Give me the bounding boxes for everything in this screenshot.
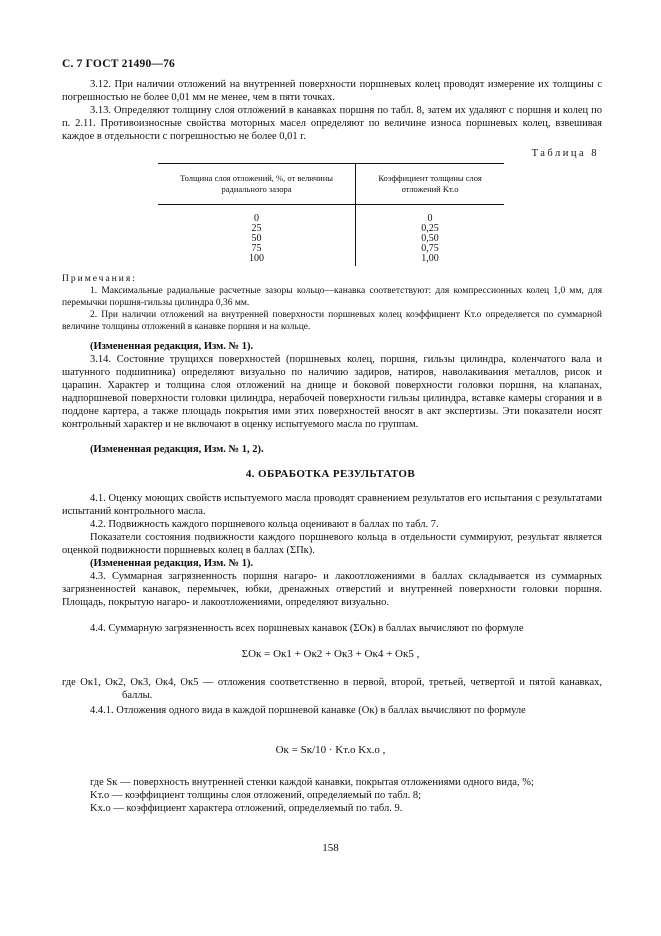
table-row: 50 0,50 [158, 234, 504, 244]
para-3-14: 3.14. Состояние трущихся поверхностей (поршневых колец, поршня, гильзы цилиндра, коленчатого вала и шатунного подшипника) определяют визуально по наличию задиров, натиров, наволакивания металлов, рисок и царапин. Характер и толщина слоя отложений на днище и боковой поверхности головки поршня, на клапанах, надпоршневой поверхности головки цилиндра, нерабочей поверхности гильзы цилиндра, вставке камеры сгорания и в поддоне картера, а также площадь покрытия ими этих поверхностей вносят в акт экспертизы. Эти показатели носят контрольный характер и не включают в оценку испытуемого масла по группам. [62, 354, 602, 430]
note-1: 1. Максимальные радиальные расчетные зазоры кольцо—канавка соответствуют: для компрессионных колец 1,0 мм, для перемычки поршня-гильзы цилиндра 0,36 мм. [62, 286, 602, 308]
where-k-xo: Kх.о — коэффициент характера отложений, определяемый по табл. 9. [90, 803, 403, 814]
table-row: 25 0,25 [158, 224, 504, 234]
note-2: 2. При наличии отложений на внутренней поверхности поршневых колец коэффициент Kт.о определяется по суммарной величине толщины отложений в канавке поршня и на кольце. [62, 310, 602, 332]
table-8-caption: Таблица 8 [531, 148, 599, 159]
formula-groove-deposit: Oк = Sк/10 · Kт.о Kх.о , [275, 744, 386, 756]
edition-note-2: (Измененная редакция, Изм. № 1, 2). [90, 444, 264, 455]
para-3-13: 3.13. Определяют толщину слоя отложений в канавках поршня по табл. 8, затем их удаляют с поршня и колец по п. 2.11. Противоизносные свойства моторных масел определяют по величине износа поршневых колец, взвешивая каждое в отдельности с погрешностью не более 0,01 г. [62, 105, 602, 142]
para-4-2b: Показатели состояния подвижности каждого поршневого кольца в отдельности суммируют, результат является оценкой подвижности поршневых колец в баллах (ΣПк). [62, 532, 602, 556]
where-s-k: где Sк — поверхность внутренней стенки каждой канавки, покрытая отложениями одного вида, %; [90, 777, 534, 788]
where-k-to: Kт.о — коэффициент толщины слоя отложений, определяемый по табл. 8; [90, 790, 421, 801]
table-8-col2-header: Коэффициент толщины слоя отложений Kт.о [356, 164, 504, 205]
notes-title: Примечания: [62, 274, 137, 284]
para-4-3: 4.3. Суммарная загрязненность поршня нагаро- и лакоотложениями в баллах складывается из суммарных загрязненностей канавок, перемычек, юбки, дренажных отверстий и внутренней поверхности головки поршня. Площадь, покрытую нагаро- и лакоотложениями, определяют визуально. [62, 571, 602, 608]
edition-note-1: (Измененная редакция, Изм. № 1). [90, 341, 254, 352]
table-row: 75 0,75 [158, 244, 504, 254]
para-4-4-1: 4.4.1. Отложения одного вида в каждой поршневой канавке (Oк) в баллах вычисляют по формуле [90, 705, 526, 716]
page-number: 158 [322, 842, 339, 854]
table-8 [158, 163, 504, 266]
section-4-title: 4. ОБРАБОТКА РЕЗУЛЬТАТОВ [245, 468, 416, 480]
table-row: 100 1,00 [158, 254, 504, 266]
edition-note-3: (Измененная редакция, Изм. № 1). [90, 558, 254, 569]
para-4-4: 4.4. Суммарную загрязненность всех поршневых канавок (ΣOк) в баллах вычисляют по формуле [90, 623, 524, 634]
formula-sum-where: где Oк1, Oк2, Oк3, Oк4, Oк5 — отложения соответственно в первой, второй, третьей, четвертой и пятой канавках, баллы. [62, 677, 602, 701]
para-4-2: 4.2. Подвижность каждого поршневого кольца оценивают в баллах по табл. 7. [90, 519, 439, 530]
para-4-1: 4.1. Оценку моющих свойств испытуемого масла проводят сравнением результатов его испытания с результатами испытаний контрольного масла. [62, 493, 602, 517]
table-8-col1-header: Толщина слоя отложений, %, от величины радиального зазора [158, 164, 356, 205]
para-3-12: 3.12. При наличии отложений на внутренней поверхности поршневых колец проводят измерение их толщины с погрешностью не более 0,01 мм не менее, чем в пяти точках. [62, 79, 602, 103]
table-row: 0 0 [158, 205, 504, 225]
formula-sum-grooves: ΣOк = Oк1 + Oк2 + Oк3 + Oк4 + Oк5 , [241, 648, 420, 660]
page-header: С. 7 ГОСТ 21490—76 [62, 58, 175, 70]
